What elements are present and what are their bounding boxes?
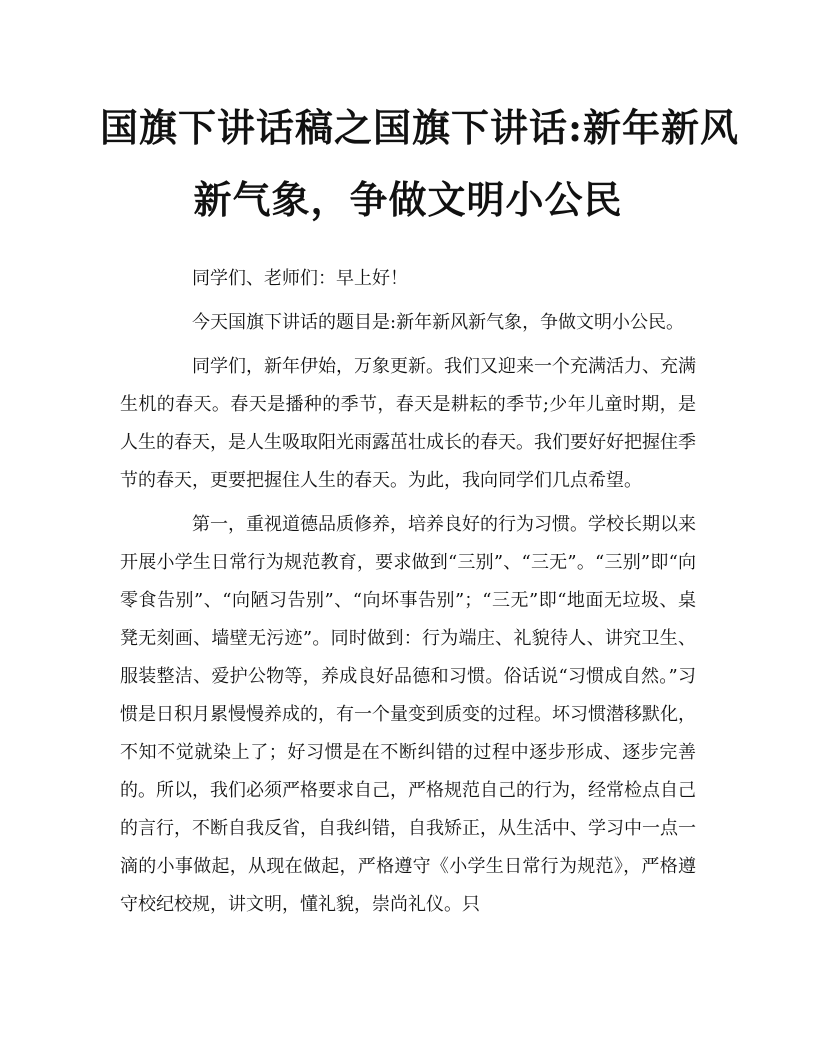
paragraph-topic: 今天国旗下讲话的题目是:新年新风新气象，争做文明小公民。	[192, 312, 685, 333]
title-line-2: 新气象，争做文明小公民	[193, 177, 623, 222]
paragraph-spring: 同学们，新年伊始，万象更新。我们又迎来一个充满活力、充满生机的春天。春天是播种的季节，春天是耕耘的季节;少年儿童时期，是人生的春天，是人生吸取阳光雨露茁壮成长的春天。我们要好好把握住季节的春天，更要把握住人生的春天。为此，我向同学们几点希望。	[120, 356, 696, 491]
document-body	[120, 260, 696, 924]
paragraph-greeting: 同学们、老师们：早上好！	[192, 268, 408, 289]
title-line-1: 国旗下讲话稿之国旗下讲话:新年新风	[100, 105, 740, 150]
document-title	[100, 92, 740, 236]
paragraph-first-point: 第一，重视道德品质修养，培养良好的行为习惯。学校长期以来开展小学生日常行为规范教育，要求做到“三别”、“三无”。“三别”即“向零食告别”、“向陋习告别”、“向坏事告别”；“三无”即“地面无垃圾、桌凳无刻画、墙壁无污迹”。同时做到：行为端庄、礼貌待人、讲究卫生、服装整洁、爱护公物等，养成良好品德和习惯。俗话说“习惯成自然。”习惯是日积月累慢慢养成的，有一个量变到质变的过程。坏习惯潜移默化，不知不觉就染上了；好习惯是在不断纠错的过程中逐步形成、逐步完善的。所以，我们必须严格要求自己，严格规范自己的行为，经常检点自己的言行，不断自我反省，自我纠错，自我矫正，从生活中、学习中一点一滴的小事做起，从现在做起，严格遵守《小学生日常行为规范》，严格遵守校纪校规，讲文明，懂礼貌，崇尚礼仪。只	[120, 514, 696, 915]
